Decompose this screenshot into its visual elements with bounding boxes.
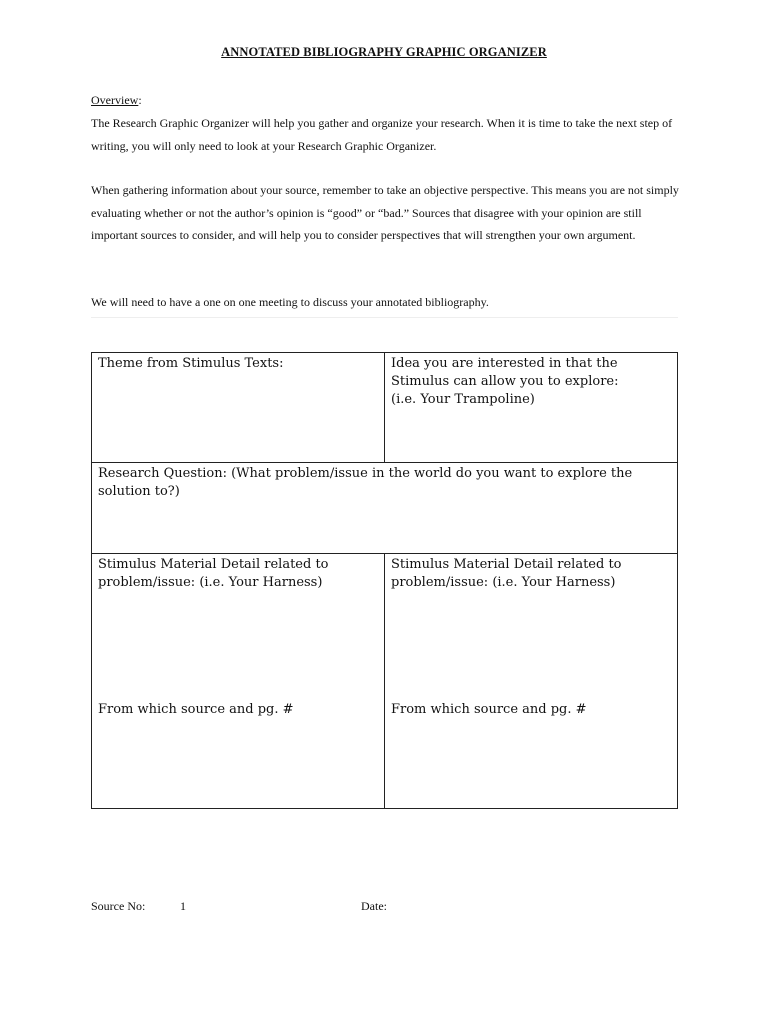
research-question-cell[interactable]	[92, 463, 678, 554]
theme-cell[interactable]	[92, 353, 385, 463]
detail-cell-left-content	[98, 556, 378, 806]
detail-cell-right[interactable]	[385, 554, 678, 809]
overview-paragraph-1: The Research Graphic Organizer will help you gather and organize your research. When it is time to take the next step of writing, you will only need to look at your Research Graphic Organizer.	[91, 116, 673, 153]
idea-cell[interactable]	[385, 353, 678, 463]
organizer-row-details	[92, 554, 678, 809]
idea-label: Idea you are interested in that the Stimulus can allow you to explore:	[391, 356, 619, 389]
date-label: Date:	[361, 899, 387, 913]
overview-paragraph-3: We will need to have a one on one meeting to discuss your annotated bibliography.	[91, 295, 489, 309]
organizer-row-research-question	[92, 463, 678, 554]
detail-right-label: Stimulus Material Detail related to problem/issue: (i.e. Your Harness)	[391, 557, 622, 590]
overview-heading-text: Overview	[91, 93, 139, 107]
research-question-label: Research Question: (What problem/issue in the world do you want to explore the solution to?)	[98, 466, 633, 499]
graphic-organizer-table	[91, 352, 678, 809]
document-title: ANNOTATED BIBLIOGRAPHY GRAPHIC ORGANIZER	[221, 45, 547, 59]
overview-heading	[91, 93, 142, 108]
detail-cell-left[interactable]	[92, 554, 385, 809]
overview-paragraph-2: When gathering information about your source, remember to take an objective perspective. This means you are not simply evaluating whether or not the author’s opinion is “good” or “bad.” Sources that disagree with your opinion are still important sources to consider, and will help you to consider perspectives that will strengthen your own argument.	[91, 183, 679, 242]
source-number-label: Source No:	[91, 899, 146, 913]
idea-note: (i.e. Your Trampoline)	[391, 392, 535, 407]
theme-label: Theme from Stimulus Texts:	[98, 356, 284, 371]
source-left-label: From which source and pg. #	[98, 702, 294, 717]
overview-heading-colon: :	[138, 93, 142, 107]
source-right-label: From which source and pg. #	[391, 702, 587, 717]
source-number-value: 1	[180, 899, 186, 913]
detail-cell-right-content	[391, 556, 671, 806]
detail-left-label: Stimulus Material Detail related to problem/issue: (i.e. Your Harness)	[98, 557, 329, 590]
organizer-row-theme-idea	[92, 353, 678, 463]
section-divider	[91, 317, 678, 318]
